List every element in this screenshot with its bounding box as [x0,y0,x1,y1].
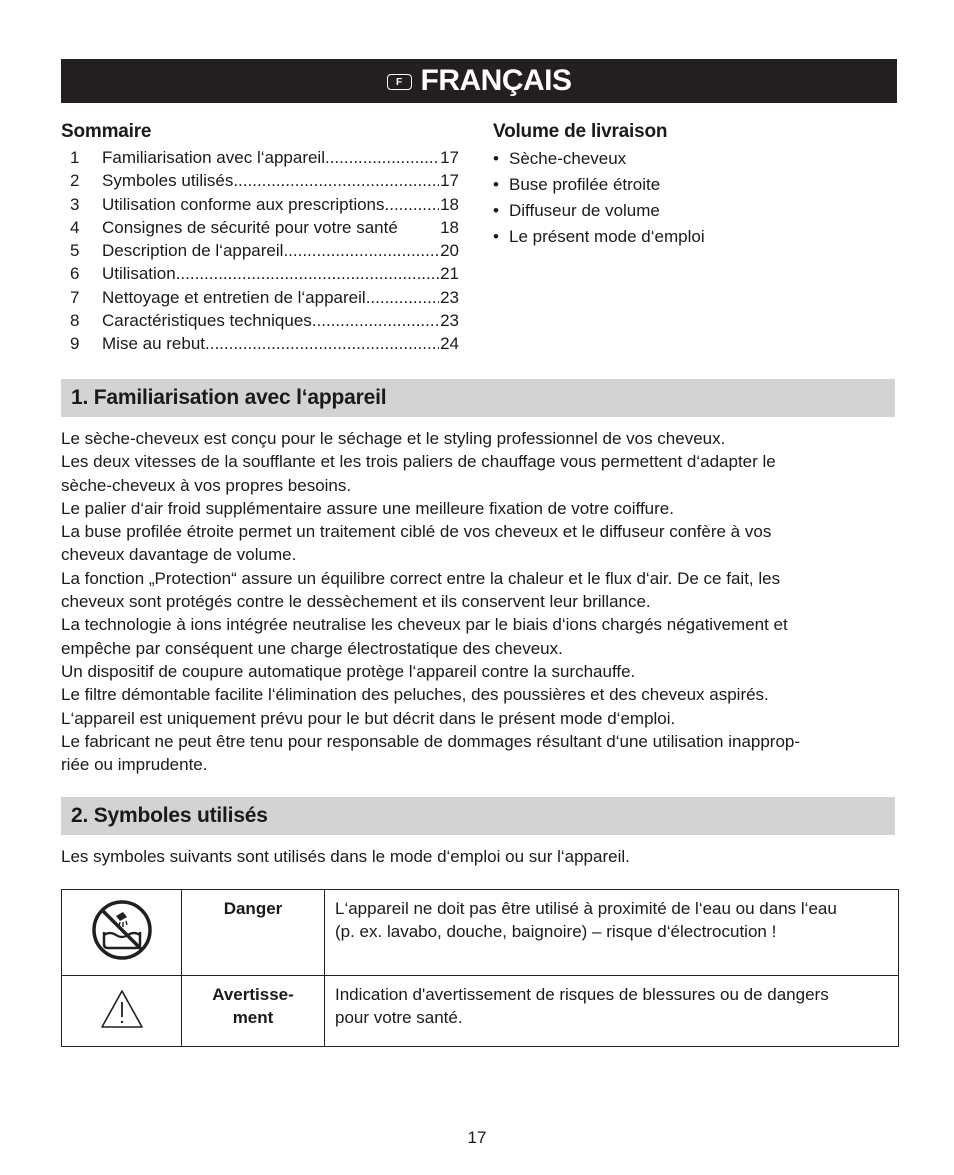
description-line: L‘appareil ne doit pas être utilisé à proximité de l‘eau ou dans l‘eau [335,899,837,918]
term-label: ment [232,1008,274,1027]
section-header-familiarisation [61,379,895,417]
toc-item[interactable] [61,216,459,239]
symbol-cell [62,890,182,976]
delivery-heading: Volume de livraison [493,121,668,142]
description-line: pour votre santé. [335,1008,463,1028]
delivery-contents [493,121,897,250]
toc-item-page: 21 [440,264,459,284]
section-body-symbols [61,845,897,868]
toc-item[interactable] [61,146,459,169]
body-line: Un dispositif de coupure automatique protège l‘appareil contre la surchauffe. [61,661,636,681]
toc-leader-dots [233,169,439,192]
body-line: Le filtre démontable facilite l‘élimination des peluches, des poussières et des cheveux aspirés. [61,685,769,705]
toc-item-page: 18 [440,217,459,237]
list-item [493,146,897,172]
toc-leader-dots [385,193,440,216]
toc-item-page: 20 [440,241,459,261]
toc-item-label: Caractéristiques techniques [102,311,312,331]
language-badge: F [387,74,412,90]
list-item-text: Sèche-cheveux [509,149,627,168]
list-item [493,172,897,198]
body-line: sèche-cheveux à vos propres besoins. [61,475,352,495]
toc-leader-dots [176,262,439,285]
no-water-icon [90,898,154,962]
toc-item-label: Familiarisation avec l‘appareil [102,148,325,167]
toc-item-label: Description de l‘appareil [102,241,284,261]
body-line: Les deux vitesses de la soufflante et les trois paliers de chauffage vous permettent d‘adapter le [61,452,776,472]
term-cell [182,890,325,976]
toc-item-page: 24 [440,334,459,354]
bullet-icon: • [493,175,499,194]
body-line: cheveux sont protégés contre le dessèchement et ils conservent leur brillance. [61,592,651,612]
body-line: La technologie à ions intégrée neutralise les cheveux par le biais d‘ions chargés négativement et [61,615,788,635]
toc-item[interactable] [61,332,459,355]
description-line: Indication d'avertissement de risques de blessures ou de dangers [335,985,829,1004]
toc-item-label: Utilisation conforme aux prescriptions [102,194,385,214]
toc-item-number: 7 [70,287,80,307]
section-body-familiarisation [61,427,897,776]
toc-item-page: 23 [440,287,459,307]
toc-item[interactable] [61,193,459,216]
body-line: Le sèche-cheveux est conçu pour le séchage et le styling professionnel de vos cheveux. [61,429,726,448]
toc-item-number: 6 [70,264,80,284]
toc-item-number: 1 [70,148,80,167]
section-title: 1. Familiarisation avec l‘appareil [71,386,387,409]
toc-item-number: 9 [70,334,80,354]
description-line: (p. ex. lavabo, douche, baignoire) – risque d‘électrocution ! [335,922,777,942]
language-title-bar [61,59,897,103]
toc-item-page: 18 [440,194,459,214]
body-line: Le palier d‘air froid supplémentaire assure une meilleure fixation de votre coiffure. [61,498,674,518]
list-item-text: Diffuseur de volume [509,201,660,220]
symbols-table [61,889,899,1047]
toc-item[interactable] [61,239,459,262]
table-of-contents [61,121,459,356]
toc-item[interactable] [61,309,459,332]
toc-item-label: Symboles utilisés [102,171,234,191]
toc-item-label: Utilisation [102,264,176,284]
body-line: empêche par conséquent une charge électrostatique des cheveux. [61,638,563,658]
term-label: Avertisse- [212,985,294,1004]
toc-leader-dots [205,332,439,355]
toc-item-page: 17 [440,148,459,167]
term-cell [182,976,325,1047]
body-line: La fonction „Protection“ assure un équilibre correct entre la chaleur et le flux d‘air. De ce fait, les [61,568,781,588]
description-cell [325,890,899,976]
body-line: Les symboles suivants sont utilisés dans le mode d‘emploi ou sur l‘appareil. [61,847,630,866]
description-cell [325,976,899,1047]
list-item-text: Buse profilée étroite [509,175,661,194]
bullet-icon: • [493,149,499,168]
body-line: cheveux davantage de volume. [61,545,297,565]
toc-item[interactable] [61,286,459,309]
toc-item-number: 5 [70,241,80,261]
toc-item-number: 3 [70,194,80,214]
toc-item-label: Consignes de sécurité pour votre santé [102,217,398,237]
list-item [493,198,897,224]
body-line: riée ou imprudente. [61,755,208,775]
body-line: La buse profilée étroite permet un traitement ciblé de vos cheveux et le diffuseur confère à vos [61,522,772,542]
toc-item[interactable] [61,169,459,192]
page-number: 17 [467,1128,487,1147]
list-item [493,224,897,250]
section-header-symbols [61,797,895,835]
list-item-text: Le présent mode d‘emploi [509,227,705,246]
toc-leader-dots [366,286,439,309]
toc-heading: Sommaire [61,121,152,142]
toc-leader-dots [283,239,439,262]
warning-triangle-icon [99,988,145,1030]
table-row [62,890,899,976]
toc-item-page: 23 [440,311,459,331]
toc-item-number: 2 [70,171,80,191]
toc-leader-dots [312,309,439,332]
body-line: L‘appareil est uniquement prévu pour le but décrit dans le présent mode d‘emploi. [61,708,676,728]
bullet-icon: • [493,227,499,246]
toc-item-number: 4 [70,217,80,237]
toc-item-page: 17 [440,171,459,191]
bullet-icon: • [493,201,499,220]
toc-leader-dots [325,146,439,169]
section-title: 2. Symboles utilisés [71,804,268,827]
toc-item-label: Nettoyage et entretien de l‘appareil [102,287,366,307]
toc-item[interactable] [61,262,459,285]
term-label: Danger [223,899,283,918]
toc-list [61,146,459,356]
body-line: Le fabricant ne peut être tenu pour responsable de dommages résultant d‘une utilisation inapprop- [61,731,801,751]
page-title: FRANÇAIS [420,64,572,97]
toc-item-label: Mise au rebut [102,334,205,354]
symbol-cell [62,976,182,1047]
toc-item-number: 8 [70,311,80,331]
table-row [62,976,899,1047]
